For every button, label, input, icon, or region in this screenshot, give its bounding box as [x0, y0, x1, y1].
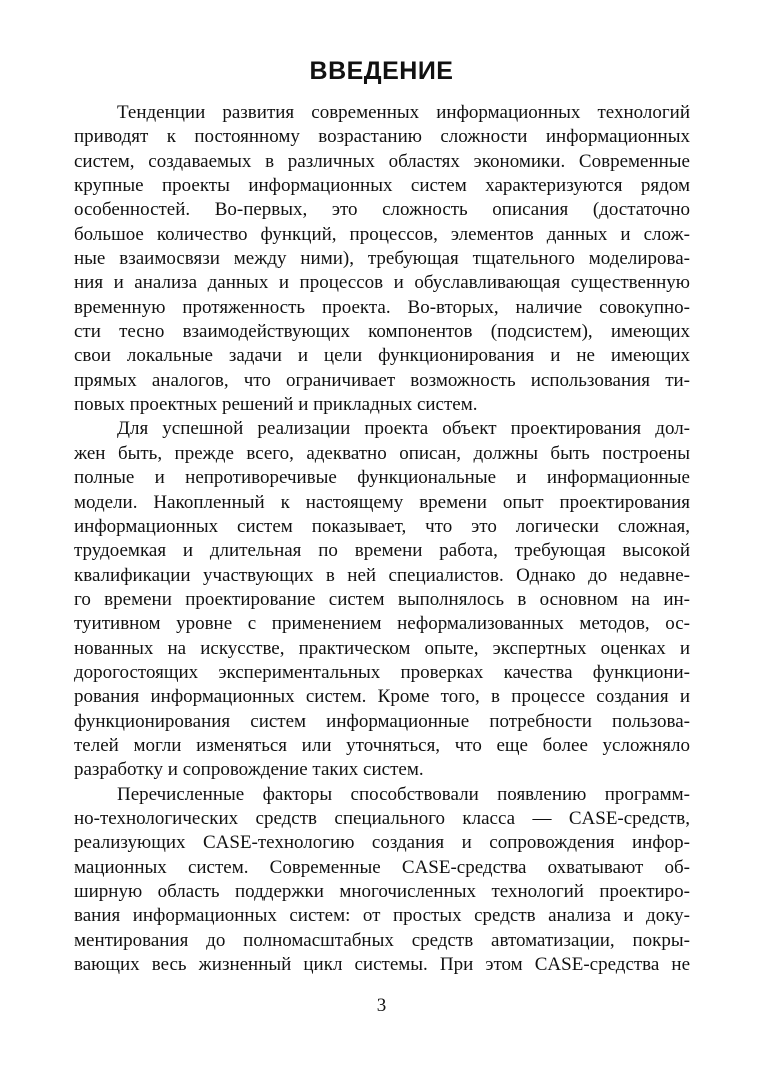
text-line: ментирования до полномасштабных средств автоматизации, покры- [74, 929, 690, 951]
text-line: го времени проектирование систем выполнялось в основном на ин- [74, 588, 690, 610]
page-title: ВВЕДЕНИЕ [309, 57, 454, 85]
body-text [74, 101, 690, 977]
text-line: особенностей. Во-первых, это сложность описания (достаточно [74, 199, 690, 221]
text-line: телей могли изменяться или уточняться, что еще более усложняло [74, 734, 690, 756]
page-number: 3 [376, 995, 387, 1016]
text-line: Перечисленные факторы способствовали появлению программ- [117, 783, 690, 805]
text-line: свои локальные задачи и цели функционирования и не имеющих [74, 345, 690, 367]
text-line: разработку и сопровождение таких систем. [74, 759, 424, 781]
text-line: ные взаимосвязи между ними), требующая тщательного моделирова- [74, 248, 690, 270]
text-line: ния и анализа данных и процессов и обуславливающая существенную [74, 272, 690, 294]
text-line: повых проектных решений и прикладных систем. [74, 394, 478, 416]
text-line: большое количество функций, процессов, элементов данных и слож- [74, 223, 690, 245]
text-line: Тенденции развития современных информационных технологий [117, 102, 690, 123]
text-line: нованных на искусстве, практическом опыте, экспертных оценках и [74, 637, 690, 659]
text-line: но-технологических средств специального класса — CASE-средств, [74, 807, 690, 829]
text-line: вания информационных систем: от простых средств анализа и доку- [74, 905, 690, 927]
text-line: крупные проекты информационных систем характеризуются рядом [74, 175, 690, 197]
text-line: мационных систем. Современные CASE-средства охватывают об- [74, 856, 690, 878]
text-line: вающих весь жизненный цикл системы. При этом CASE-средства не [74, 954, 690, 976]
text-line: квалификации участвующих в ней специалистов. Однако до недавне- [74, 564, 690, 586]
text-line: функционирования систем информационные потребности пользова- [74, 710, 690, 732]
text-line: систем, создаваемых в различных областях экономики. Современные [74, 150, 690, 172]
text-line: модели. Накопленный к настоящему времени опыт проектирования [74, 491, 690, 513]
text-line: временную протяженность проекта. Во-вторых, наличие совокупно- [74, 296, 690, 318]
text-line: приводят к постоянному возрастанию сложности информационных [74, 126, 690, 148]
text-line: туитивном уровне с применением неформализованных методов, ос- [74, 613, 690, 635]
text-line: ширную область поддержки многочисленных технологий проектиро- [74, 881, 690, 902]
text-line: дорогостоящих экспериментальных проверках качества функциони- [74, 661, 690, 683]
text-line: прямых аналогов, что ограничивает возможность использования ти- [74, 369, 690, 391]
text-line: информационных систем показывает, что это логически сложная, [74, 515, 690, 537]
text-line: рования информационных систем. Кроме того, в процессе создания и [74, 686, 690, 708]
text-line: сти тесно взаимодействующих компонентов (подсистем), имеющих [74, 321, 690, 343]
text-line: жен быть, прежде всего, адекватно описан, должны быть построены [74, 442, 690, 464]
text-line: полные и непротиворечивые функциональные и информационные [74, 467, 690, 489]
text-line: трудоемкая и длительная по времени работа, требующая высокой [74, 540, 690, 562]
text-line: реализующих CASE-технологию создания и сопровождения инфор- [74, 832, 690, 854]
text-line: Для успешной реализации проекта объект проектирования дол- [117, 418, 690, 440]
